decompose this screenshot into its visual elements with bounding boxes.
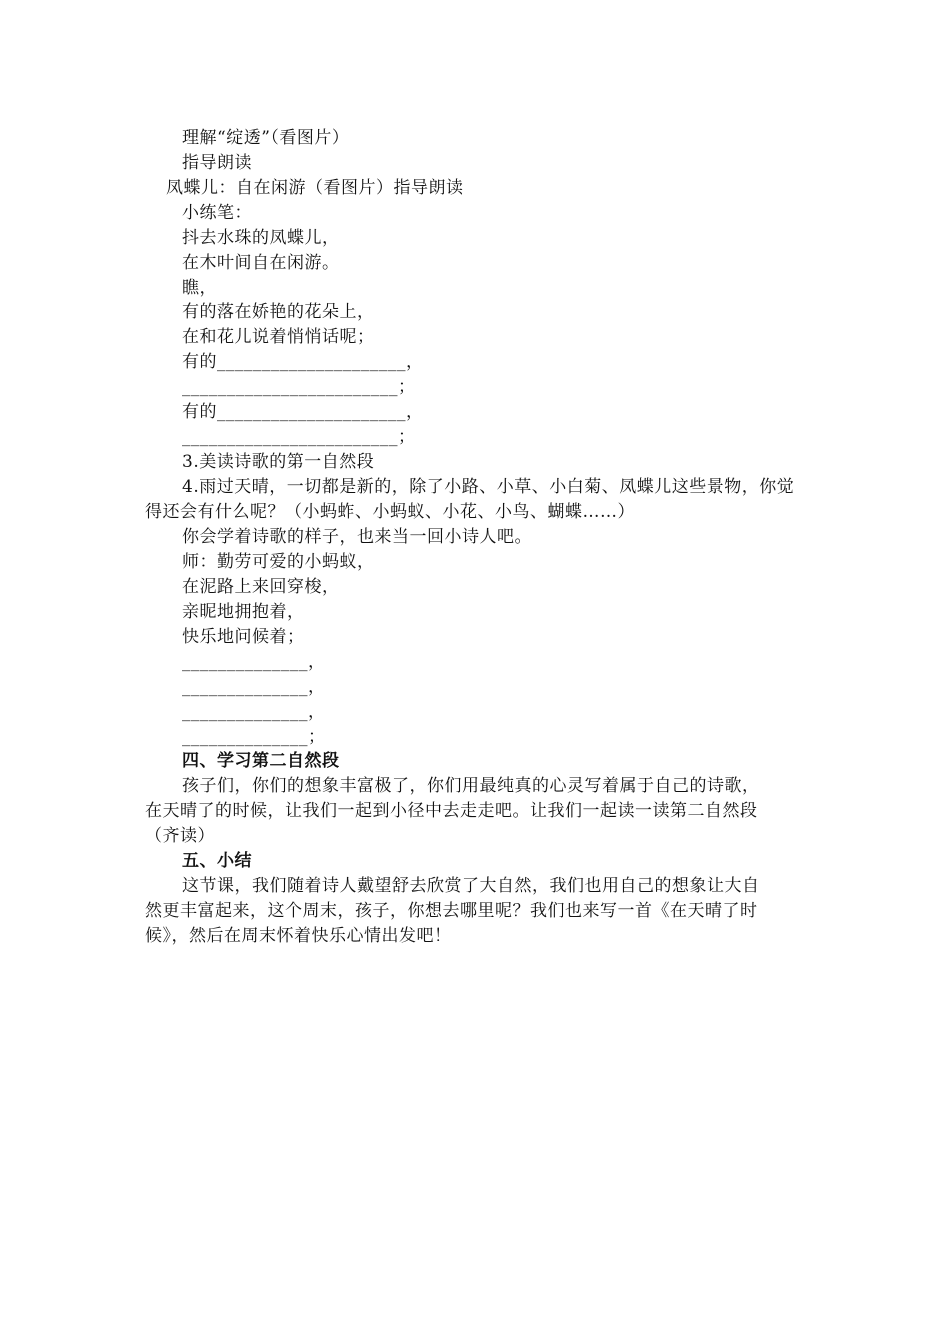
text-line: 抖去水珠的凤蝶儿， bbox=[182, 228, 340, 248]
text-line: 你会学着诗歌的样子，也来当一回小诗人吧。 bbox=[182, 527, 532, 547]
text-line: 然更丰富起来，这个周末，孩子，你想去哪里呢？我们也来写一首《在天晴了时 bbox=[145, 901, 758, 921]
text-line: 得还会有什么呢？（小蚂蚱、小蚂蚁、小花、小鸟、蝴蝶……） bbox=[145, 502, 635, 522]
blank-line: ________________________； bbox=[182, 427, 416, 447]
text-line: 师：勤劳可爱的小蚂蚁， bbox=[182, 552, 375, 572]
blank-line: ________________________； bbox=[182, 377, 416, 397]
text-line: 在和花儿说着悄悄话呢； bbox=[182, 327, 375, 347]
blank-line: ______________， bbox=[182, 652, 326, 672]
text-line: 指导朗读 bbox=[182, 153, 252, 173]
text-line: 在木叶间自在闲游。 bbox=[182, 253, 340, 273]
blank-line: ______________， bbox=[182, 677, 326, 697]
text-line: 4.雨过天晴，一切都是新的，除了小路、小草、小白菊、凤蝶儿这些景物，你觉 bbox=[182, 477, 795, 497]
text-line: 小练笔： bbox=[182, 203, 252, 223]
text-line: 瞧， bbox=[182, 278, 217, 298]
text-line: 在天晴了的时候，让我们一起到小径中去走走吧。让我们一起读一读第二自然段 bbox=[145, 801, 758, 821]
text-line: 在泥路上来回穿梭， bbox=[182, 577, 340, 597]
text-line: 快乐地问候着； bbox=[182, 627, 305, 647]
text-line: 亲昵地拥抱着， bbox=[182, 602, 305, 622]
blank-line: 有的_____________________， bbox=[182, 402, 424, 422]
text-line: 这节课，我们随着诗人戴望舒去欣赏了大自然，我们也用自己的想象让大自 bbox=[182, 876, 760, 896]
text-line: 凤蝶儿：自在闲游（看图片）指导朗读 bbox=[166, 178, 464, 198]
text-line: 有的落在娇艳的花朵上， bbox=[182, 302, 375, 322]
text-line: 理解“绽透”（看图片） bbox=[182, 128, 350, 148]
text-line: 3.美读诗歌的第一自然段 bbox=[182, 452, 375, 472]
blank-line: ______________， bbox=[182, 702, 326, 722]
text-line: 候》，然后在周末怀着快乐心情出发吧！ bbox=[145, 926, 452, 946]
blank-line: 有的_____________________， bbox=[182, 352, 424, 372]
section-heading: 四、学习第二自然段 bbox=[182, 751, 340, 771]
text-line: 孩子们，你们的想象丰富极了，你们用最纯真的心灵写着属于自己的诗歌， bbox=[182, 776, 760, 796]
section-heading: 五、小结 bbox=[182, 851, 252, 871]
blank-line: ______________； bbox=[182, 727, 326, 747]
text-line: （齐读） bbox=[145, 826, 215, 846]
